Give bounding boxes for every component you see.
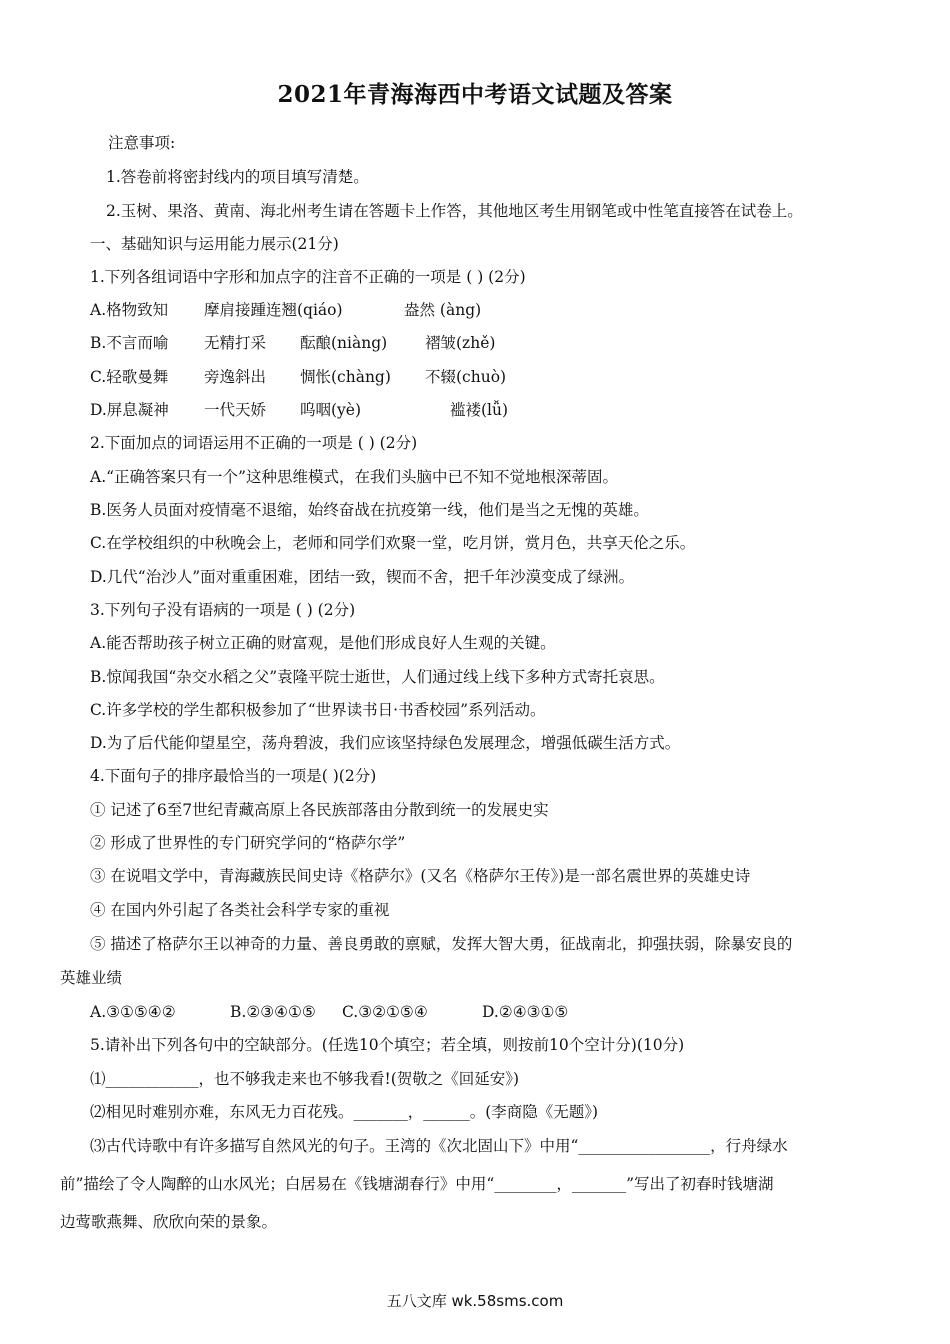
question-2-option-c: C.在学校组织的中秋晚会上，老师和同学们欢聚一堂，吃月饼，赏月色，共享天伦之乐。 — [90, 534, 696, 552]
question-5-part-3-cont: 前”描绘了令人陶醉的山水风光；白居易在《钱塘湖春行》中用“________，_______”写出了初春时钱塘湖 — [60, 1175, 774, 1193]
question-4-options — [90, 1002, 568, 1022]
question-4-sentence-4: ④ 在国内外引起了各类社会科学专家的重视 — [90, 901, 390, 919]
option-text: 盎然 (àng) — [404, 301, 482, 319]
option-text: C.③②①⑤④ — [342, 1003, 428, 1021]
question-3-option-a: A.能否帮助孩子树立正确的财富观，是他们形成良好人生观的关键。 — [90, 634, 556, 652]
question-2-option-b: B.医务人员面对疫情毫不退缩，始终奋战在抗疫第一线，他们是当之无愧的英雄。 — [90, 501, 649, 519]
option-text: 一代天娇 — [204, 401, 267, 419]
question-1-option-a — [90, 300, 481, 320]
option-text: D.屏息凝神 — [90, 401, 169, 419]
question-3-option-b: B.惊闻我国“杂交水稻之父”袁隆平院士逝世，人们通过线上线下多种方式寄托哀思。 — [90, 668, 665, 686]
notes-item-2: 2.玉树、果洛、黄南、海北州考生请在答题卡上作答，其他地区考生用钢笔或中性笔直接答在试卷上。 — [106, 202, 803, 220]
option-text: 酝酿(niàng) — [300, 334, 388, 352]
question-2-option-a: A.“正确答案只有一个”这种思维模式，在我们头脑中已不知不觉地根深蒂固。 — [90, 468, 618, 486]
question-2-option-d: D.几代“治沙人”面对重重困难，团结一致，锲而不舍，把千年沙漠变成了绿洲。 — [90, 568, 635, 586]
option-text: B.不言而喻 — [90, 334, 169, 352]
question-1-stem: 1.下列各组词语中字形和加点字的注音不正确的一项是 ( ) (2分) — [90, 268, 526, 286]
option-text: A.格物致知 — [90, 301, 169, 319]
question-4-sentence-1: ① 记述了6至7世纪青藏高原上各民族部落由分散到统一的发展史实 — [90, 801, 549, 819]
question-4-sentence-3: ③ 在说唱文学中，青海藏族民间史诗《格萨尔》(又名《格萨尔王传》)是一部名震世界的英雄史诗 — [90, 867, 751, 885]
question-1-option-c — [90, 367, 506, 387]
option-text: 无精打采 — [204, 334, 267, 352]
question-5-stem: 5.请补出下列各句中的空缺部分。(任选10个填空；若全填，则按前10个空计分)(10分) — [90, 1036, 685, 1054]
question-3-option-d: D.为了后代能仰望星空，荡舟碧波，我们应该坚持绿色发展理念，增强低碳生活方式。 — [90, 734, 681, 752]
page-title: 2021年青海海西中考语文试题及答案 — [277, 81, 673, 108]
footer-watermark: 五八文库 wk.58sms.com — [386, 1292, 564, 1310]
option-text: D.②④③①⑤ — [482, 1003, 569, 1021]
notes-item-1: 1.答卷前将密封线内的项目填写清楚。 — [106, 168, 369, 186]
option-text: 褴褛(lǚ) — [450, 401, 509, 419]
question-5-part-1: ⑴____________，也不够我走来也不够我看!(贺敬之《回延安》) — [90, 1070, 520, 1088]
question-1-option-d — [90, 400, 508, 420]
option-text: 不辍(chuò) — [425, 368, 507, 386]
question-2-stem: 2.下面加点的词语运用不正确的一项是 ( ) (2分) — [90, 434, 418, 452]
question-5-part-2: ⑵相见时难别亦难，东风无力百花残。_______，______。(李商隐《无题》) — [90, 1103, 599, 1121]
option-text: 摩肩接踵连翘(qiáo) — [204, 301, 343, 319]
question-3-option-c: C.许多学校的学生都积极参加了“世界读书日·书香校园”系列活动。 — [90, 701, 546, 719]
option-text: 褶皱(zhě) — [425, 334, 496, 352]
option-text: 旁逸斜出 — [204, 368, 267, 386]
question-4-sentence-5: ⑤ 描述了格萨尔王以神奇的力量、善良勇敢的禀赋，发挥大智大勇，征战南北，抑强扶弱，除暴安良的 — [90, 935, 793, 953]
question-4-sentence-5-cont: 英雄业绩 — [60, 969, 123, 987]
option-text: 呜咽(yè) — [300, 401, 362, 419]
question-4-stem: 4.下面句子的排序最恰当的一项是( )(2分) — [90, 767, 377, 785]
option-text: A.③①⑤④② — [90, 1003, 176, 1021]
question-5-part-3-end: 边莺歌燕舞、欣欣向荣的景象。 — [60, 1213, 278, 1231]
option-text: B.②③④①⑤ — [230, 1003, 316, 1021]
option-text: C.轻歌曼舞 — [90, 368, 169, 386]
question-4-sentence-2: ② 形成了世界性的专门研究学问的“格萨尔学” — [90, 834, 406, 852]
notes-heading: 注意事项: — [108, 134, 176, 152]
question-3-stem: 3.下列句子没有语病的一项是 ( ) (2分) — [90, 601, 356, 619]
question-5-part-3: ⑶古代诗歌中有许多描写自然风光的句子。王湾的《次北固山下》中用“_________________，行舟绿水 — [90, 1137, 788, 1155]
section-heading: 一、基础知识与运用能力展示(21分) — [90, 235, 339, 253]
question-1-option-b — [90, 333, 495, 353]
option-text: 惆怅(chàng) — [300, 368, 391, 386]
